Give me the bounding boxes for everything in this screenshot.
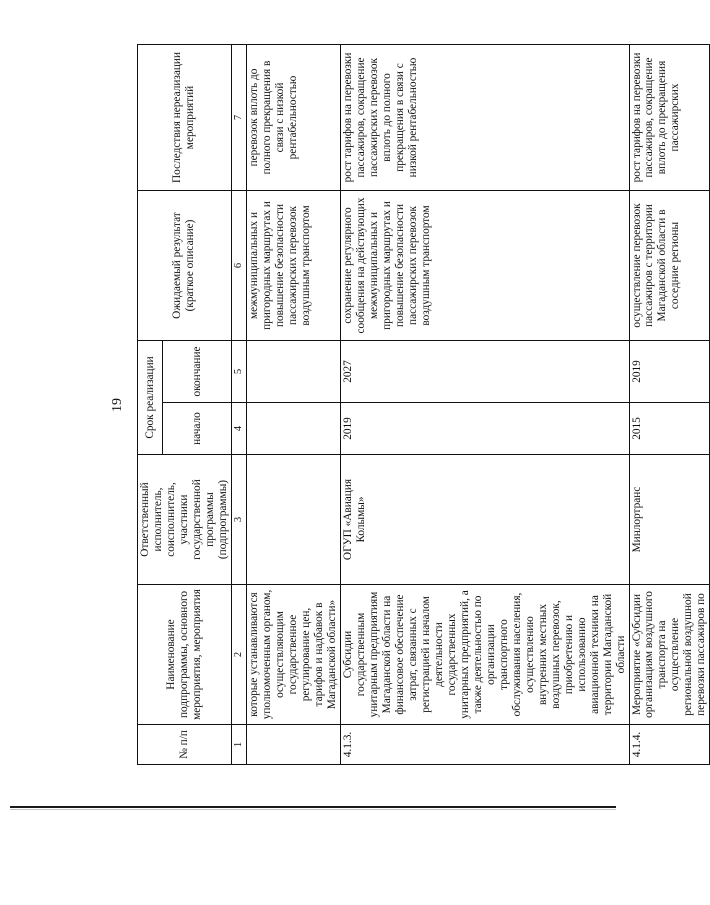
header-num: № п/п: [138, 725, 232, 765]
column-number: 7: [231, 44, 246, 190]
table-row: [340, 44, 629, 764]
row-num: 4.1.3.: [340, 725, 629, 765]
column-number: 5: [231, 340, 246, 402]
scan-border-line: [10, 806, 616, 808]
column-number: 6: [231, 190, 246, 340]
table-row: [629, 44, 710, 764]
column-number-row: [231, 44, 246, 764]
column-number: 1: [231, 725, 246, 765]
header-start: начало: [163, 403, 231, 455]
header-row-1: [138, 44, 163, 764]
row-result: сохранение регулярного сообщения на действующих межмуниципальных и пригородных маршрутах и повышение безопасности пассажирских перевозок воздушным транспортом: [340, 190, 629, 340]
row-start: 2019: [340, 403, 629, 455]
row-result: межмуниципальных и пригородных маршрутах и повышение безопасности пассажирских перевозок воздушным транспортом: [246, 190, 340, 340]
header-consequences: Последствия нереализации мероприятий: [138, 44, 232, 190]
row-name: которые устанавливаются уполномоченным органом, осуществляющим государственное регулирование цен, тарифов и надбавок в Магаданской области»: [246, 585, 340, 725]
row-start: [246, 403, 340, 455]
header-end: окончание: [163, 340, 231, 402]
table-row: [246, 44, 340, 764]
row-name: Субсидии государственным унитарным предприятиям Магаданской области на финансовое обеспечение затрат, связанных с регистрацией и началом деятельности государственных унитарных предприятий, а также деятельностью по организации транспортного обслуживания населения, осуществлению внутренних местных воздушных перевозок, приобретению и использованию авиационной техники на территории Магаданской области: [340, 585, 629, 725]
page-number: 19: [110, 398, 125, 412]
row-name: Мероприятие «Субсидии организациям воздушного транспорта на осуществление региональной воздушной перевозки пассажиров по: [629, 585, 710, 725]
column-number: 3: [231, 455, 246, 585]
rotated-document-page: [103, 45, 708, 765]
row-end: 2019: [629, 340, 710, 402]
column-number: 2: [231, 585, 246, 725]
header-responsible: Ответственный исполнитель, соисполнитель, участники государственной программы (подпрограммы): [138, 455, 232, 585]
scan-border-line-faint: [10, 809, 616, 810]
header-period-group: Срок реализации: [138, 340, 163, 454]
row-result: осуществление перевозок пассажиров с территории Магаданской области в соседние регионы: [629, 190, 710, 340]
row-responsible: Минлортранс: [629, 455, 710, 585]
header-result: Ожидаемый результат (краткое описание): [138, 190, 232, 340]
row-start: 2015: [629, 403, 710, 455]
row-responsible: ОГУП «Авиация Колымы»: [340, 455, 629, 585]
row-consequences: рост тарифов на перевозки пассажиров, сокращение вплоть до прекращения пассажирских: [629, 44, 710, 190]
program-measures-table: [137, 44, 710, 765]
row-num: 4.1.4.: [629, 725, 710, 765]
row-end: 2027: [340, 340, 629, 402]
row-consequences: перевозок вплоть до полного прекращения в связи с низкой рентабельностью: [246, 44, 340, 190]
column-number: 4: [231, 403, 246, 455]
row-responsible: [246, 455, 340, 585]
row-end: [246, 340, 340, 402]
header-name: Наименование подпрограммы, основного мероприятия, мероприятия: [138, 585, 232, 725]
row-num: [246, 725, 340, 765]
row-consequences: рост тарифов на перевозки пассажиров, сокращение пассажирских перевозок вплоть до полного прекращения в связи с низкой рентабельностью: [340, 44, 629, 190]
